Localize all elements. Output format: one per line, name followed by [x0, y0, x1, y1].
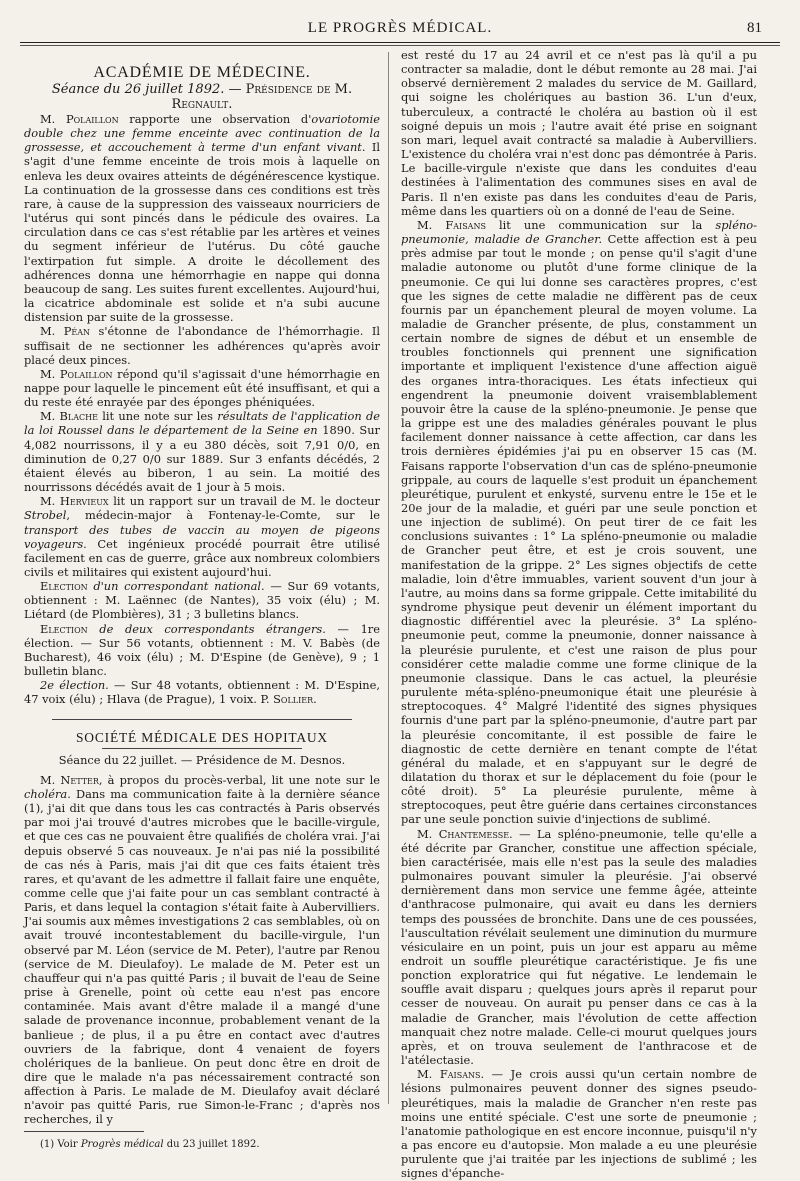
session-line-hopitaux: Séance du 22 juillet. — Présidence de M. Desnos.	[58, 752, 346, 767]
left-column	[24, 50, 381, 1150]
text: — Sur 48 votants, obtiennent : M. D'Espine, 47 voix (élu) ; Hlava (de Prague), 1 voix.	[24, 678, 380, 707]
text: Cette affection est à peu près admise par tout le monde ; on pense qu'il s'agit d'une maladie autonome ou plutôt d'une forme clinique de la pneumonie. Ce qui lui donne ses caractères propres, c'est que les signes de cette maladie ne diffèrent pas de ceux fournis par un épanchement pleural de moyen volume. La maladie de Grancher présente, de plus, constamment un certain nombre de signes de début et un ensemble de troubles fonctionnels qui prennent une signification importante et impliquent l'existence d'une affection aiguë des organes intra-thoraciques. Les états infectieux qui engendrent la pneumonie doivent vraisemblablement pouvoir être la cause de la spléno-pneumonie. Je pense que la grippe est une des maladies générales pouvant le plus facilement donner naissance à cette affection, car dans les trois dernières épidémies j'ai pu en observer 15 cas (M. Faisans rapporte l'observation d'un cas de spléno-pneumonie grippale, au cours de laquelle s'est produit un épanchement pleurétique, purulent et enkysté, survenu entre le 15e et le 20e jour de la maladie, et guéri par une seule ponction et une injection de sublimé). On peut tirer de ce fait les conclusions suivantes : 1° La spléno-pneumonie ou maladie de Grancher peut être, et est je crois souvent, une manifestation de la grippe. 2° Les signes objectifs de cette maladie, loin d'être immuables, varient souvent d'un jour à l'autre, au moins dans sa forme grippale. Cette imitabilité du syndrome physique peut devenir un élément important du diagnostic différentiel avec la pleurésie. 3° La spléno-pneumonie peut, comme la pneumonie, donner naissance à la pleurésie purulente, et c'est une raison de plus pour considérer cette maladie comme une forme clinique de la pneumonie classique. Dans le cas actuel, la pleurésie purulente méta-spléno-pneumonique était une pleurésie à streptocoques. 4° Malgré l'identité des signes physiques fournis d'une part par la spléno-pneumonie, d'autre part par la pleurésie concomitante, il est possible de faire le diagnostic de cette dernière en tenant compte de l'état général du malade, et en s'appuyant sur le degré de dilatation du thorax et sur le déplacement du foie (pour le côté droit). 5° La pleurésie purulente, même à streptocoques, peut être guérie dans certaines circonstances par une seule ponction suivie d'injections de sublimé.	[401, 232, 757, 827]
speaker-name: M. Faisans	[417, 217, 486, 232]
speaker-name: M. Netter,	[40, 772, 103, 787]
paragraph	[24, 112, 380, 324]
signature: P. Sollier.	[260, 692, 317, 707]
text: Dans ma communication faite à la dernière séance (1), j'ai dit que dans tous les cas contractés à Paris observés par moi j'ai trouvé d'autres microbes que le bacille-virgule, et que ces cas ne pouvaient être qualifiés de choléra vrai. J'ai depuis observé 5 cas nouveaux. Je n'ai pas nié la possibilité de cas nés à Paris, mais j'ai dit que ces faits étaient très rares, et qu'avant de les admettre il fallait faire une enquête, comme celle que j'ai faite pour un cas semblant contracté à Paris, et dans lequel la contagion s'était faite à Aubervilliers. J'ai soumis aux mêmes investigations 2 cas semblables, où on avait trouvé incontestablement du bacille-virgule, l'un observé par M. Léon (service de M. Peter), l'autre par Renou (service de M. Dieulafoy). Le malade de M. Peter est un chauffeur qui n'a pas quitté Paris ; il buvait de l'eau de Seine prise à Grenelle, point où cette eau n'est pas encore contaminée. Mais avant d'être malade il a mangé d'une salade de provenance inconnue, probablement venant de la banlieue ; de plus, il a pu être en contact avec d'autres ouvriers de la fabrique, dont 4 venaient de foyers cholériques de la banlieue. On peut donc être en droit de dire que le malade n'a pas nécessairement contracté son affection à Paris. Le malade de M. Dieulafoy avait déclaré n'avoir pas quitté Paris, rue Simon-le-Franc ; d'après nos recherches, il y	[24, 786, 380, 1127]
text: lit un rapport sur un travail de M. le docteur	[108, 494, 380, 509]
text: — Sur 69 votants, obtiennent : M. Laënnec (de Nantes), 35 voix (élu) ; M. Liétard (de Plombières), 31 ; 3 bulletins blancs.	[24, 579, 381, 622]
text: Cet ingénieux procédé pourrait être utilisé facilement en cas de guerre, grâce aux nombreux colombiers civils et militaires qui existent aujourd'hui.	[24, 536, 380, 579]
text: — Je crois aussi qu'un certain nombre de lésions pulmonaires peuvent donner des signes pseudo-pleurétiques, mais la maladie de Grancher n'en reste pas moins une entité spéciale. C'est une sorte de pneumonie ; l'anatomie pathologique en est encore inconnue, puisqu'il n'y a pas encore eu d'autopsie. Mon malade a eu une pleurésie purulente que j'ai traitée par les injections de sublimé ; les signes d'épanche-	[401, 1067, 757, 1181]
election-title: d'un correspondant national.	[87, 579, 265, 594]
election-label: Election	[40, 621, 88, 636]
communication-title: spléno-pneumonie, maladie de Grancher.	[401, 217, 757, 247]
paragraph	[24, 324, 380, 366]
paragraph	[401, 218, 757, 827]
title-rule	[102, 748, 302, 749]
paragraph	[401, 827, 757, 1068]
communication-title: ovariotomie double chez une femme enceinte avec continuation de la grossesse, et accouchement à terme d'un enfant vivant.	[24, 112, 380, 155]
footnote	[24, 1138, 380, 1152]
text: lit une communication sur la	[485, 217, 716, 232]
header-rule-thin	[20, 45, 780, 46]
text: s'étonne de l'abondance de l'hémorrhagie. Il suffisait de ne sectionner les adhérences qu'après avoir placé deux pinces.	[24, 324, 380, 367]
communication-title: résultats de l'application de la loi Roussel dans le département de la Seine en	[24, 409, 380, 438]
speaker-name: M. Chantemesse.	[417, 826, 513, 841]
paragraph: est resté du 17 au 24 avril et ce n'est pas là qu'il a pu contracter sa maladie, dont le début remonte au 28 mai. J'ai observé dernièrement 2 malades du service de M. Gaillard, qui soigne les cholériques au bastion 36. L'un d'eux, tuberculeux, a contracté le choléra au bastion où il est soigné depuis un mois ; l'autre avait été prise en soignant son mari, lequel avait contracté sa maladie à Aubervilliers. L'existence du choléra vrai n'est donc pas démontrée à Paris. Le bacille-virgule n'existe que dans les conduites d'eau destinées à l'alimentation des communes sises en aval de Paris. Il n'en existe pas dans les conduites d'eau de Paris, même dans les quartiers où on a donné de l'eau de Seine.	[401, 48, 757, 218]
running-head	[10, 20, 790, 40]
journal-title: LE PROGRÈS MÉDICAL.	[307, 20, 493, 36]
footnote-journal: Progrès médical	[80, 1138, 164, 1150]
text: — 1re élection. — Sur 56 votants, obtiennent : M. V. Babès (de Bucharest), 46 voix (élu) ; M. D'Espine (de Genève), 9 ; 1 bulletin blanc.	[24, 621, 380, 679]
paragraph	[401, 1067, 757, 1180]
paragraph	[24, 409, 380, 494]
speaker-name: M. Faisans.	[417, 1067, 485, 1082]
paragraph	[24, 622, 380, 679]
election-label: Election	[40, 579, 88, 594]
speaker-name: M. Polaillon	[40, 366, 113, 381]
topic: choléra.	[24, 786, 71, 801]
speaker-name: M. Péan	[40, 324, 91, 339]
session-line-academie	[24, 82, 380, 112]
communication-title: transport des tubes de vaccin au moyen de pigeons voyageurs.	[24, 522, 380, 551]
paragraph	[24, 678, 380, 706]
footnote-text: (1) Voir	[40, 1138, 81, 1150]
speaker-name: M. Hervieux	[40, 494, 109, 509]
paragraph	[24, 773, 380, 1127]
section-title-academie: ACADÉMIE DE MÉDECINE.	[93, 64, 311, 81]
person-name: Strobel	[24, 508, 67, 523]
session-label: Séance du	[51, 82, 121, 97]
right-column	[401, 48, 757, 1181]
session-date: 26 juillet 1892.	[124, 82, 225, 97]
text: rapporte une observation d'	[118, 112, 312, 126]
election-label: 2e élection.	[40, 678, 109, 693]
section-separator	[52, 719, 352, 720]
footnote-date: du 23 juillet 1892.	[163, 1138, 260, 1150]
paragraph	[24, 494, 380, 579]
text: à propos du procès-verbal, lit une note sur le	[102, 772, 380, 787]
header-rule	[20, 42, 780, 43]
paragraph	[24, 579, 380, 621]
presidence: — Présidence de M. Regnault.	[171, 82, 353, 112]
text: 1890. Sur 4,082 nourrissons, il y a eu 380 décès, soit 7,91 0/0, en diminution de 0,27 0/0 sur 1889. Sur 3 enfants décédés, 2 étaient élevés au biberon, 1 au sein. La moitié des nourrissons décédés avait de 1 jour à 5 mois.	[24, 423, 380, 495]
election-title: de deux correspondants étrangers.	[87, 621, 326, 636]
page-number: 81	[747, 20, 762, 36]
footnote-rule	[24, 1131, 144, 1132]
speaker-name: M. Polaillon	[40, 112, 119, 126]
text: lit une note sur les	[97, 409, 218, 424]
text: Il s'agit d'une femme enceinte de trois mois à laquelle on enleva les deux ovaires atteints de dégénérescence kystique. La continuation de la grossesse dans ces conditions est très rare, à cause de la suppression des vaisseaux nourriciers de l'utérus qui sont pincés dans le pédicule des ovaires. La circulation dans ce cas s'est rétablie par les artères et veines du segment inférieur de l'utérus. Du côté gauche l'extirpation fut simple. A droite le décollement des adhérences donna une hémorrhagie en nappe qui donna beaucoup de sang. Les suites furent excellentes. Aujourd'hui, la cicatrice abdominale est solide et n'a subi aucune distension par suite de la grossesse.	[24, 140, 380, 325]
section-title-hopitaux: SOCIÉTÉ MÉDICALE DES HOPITAUX	[76, 729, 328, 745]
speaker-name: M. Blache	[40, 409, 98, 424]
text: , médecin-major à Fontenay-le-Comte, sur le	[66, 508, 380, 523]
paragraph	[24, 367, 380, 409]
column-divider	[388, 52, 389, 1104]
text: répond qu'il s'agissait d'une hémorrhagie en nappe pour laquelle le pincement eût été insuffisant, et qui a du reste été enrayée par des éponges phéniquées.	[24, 366, 381, 410]
text: — La spléno-pneumonie, telle qu'elle a été décrite par Grancher, constitue une affection spéciale, bien caractérisée, mais elle n'est pas la seule des maladies pulmonaires pouvant simuler la pleurésie. J'ai observé dernièrement dans mon service une femme âgée, atteinte d'anthracose pulmonaire, qui avait eu dans les derniers temps des poussées de bronchite. Dans une de ces poussées, l'auscultation révélait seulement une diminution du murmure vésiculaire en un point, puis un jour est apparu au même endroit un souffle pleurétique caractéristique. Je fis une ponction exploratrice qui fut négative. Le lendemain le souffle avait disparu ; quelques jours après il reparut pour cesser de nouveau. On aurait pu penser dans ce cas à la maladie de Grancher, mais l'évolution de cette affection manquait chez notre malade. Celle-ci mourut quelques jours après, et on trouva seulement de l'anthracose et de l'atélectasie.	[401, 826, 757, 1068]
